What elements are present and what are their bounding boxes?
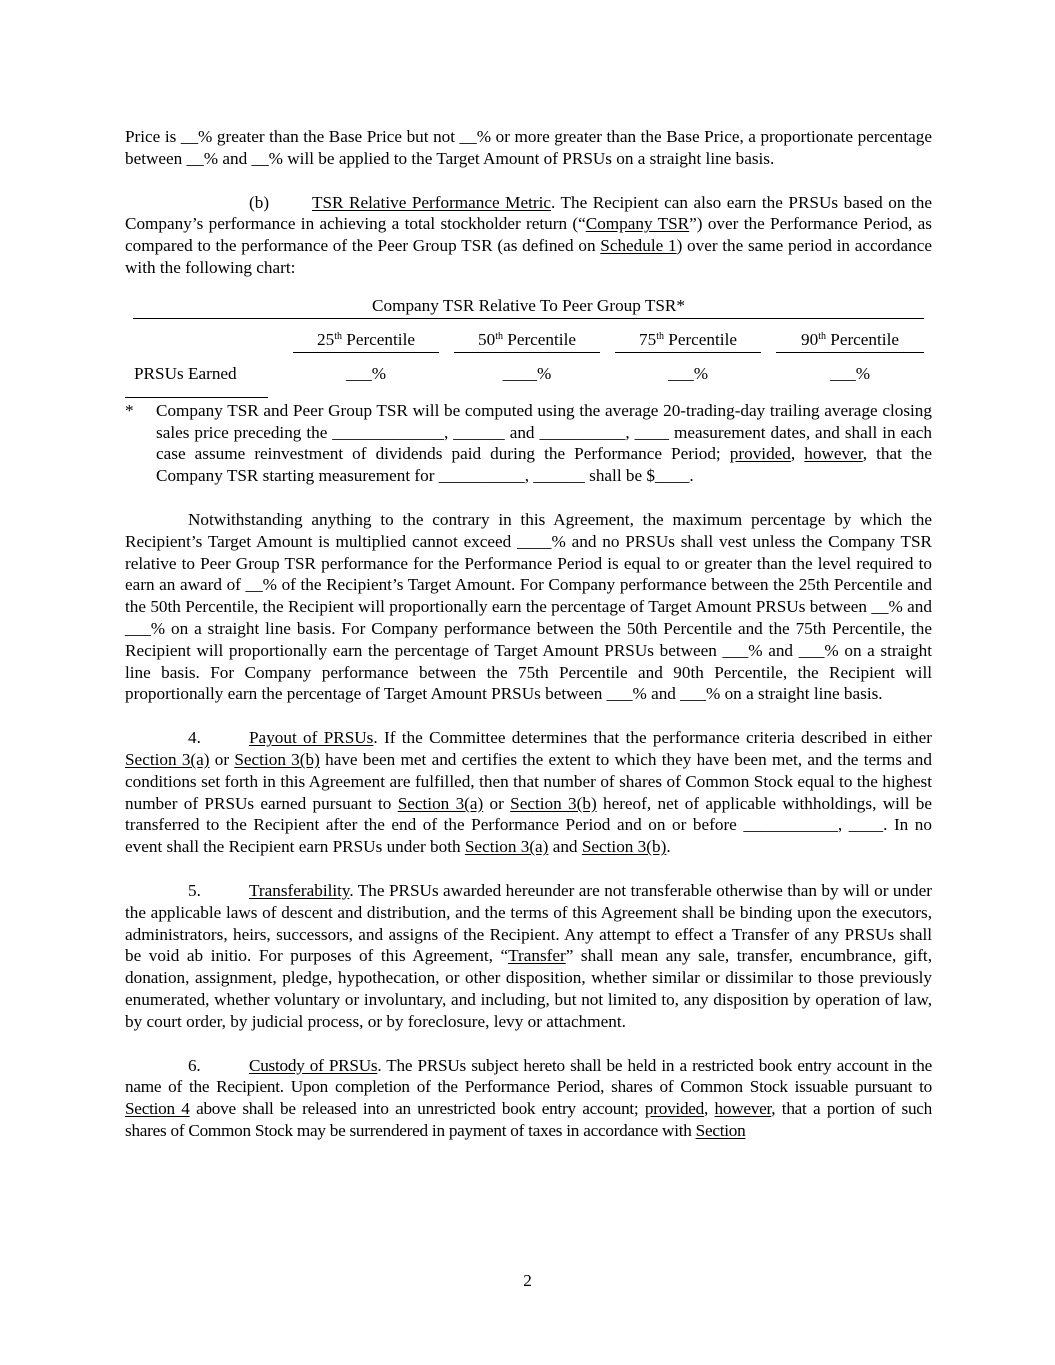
table-title: Company TSR Relative To Peer Group TSR* <box>133 295 924 319</box>
section-5-number: 5. <box>188 880 201 900</box>
schedule-1-link[interactable]: Schedule 1 <box>600 236 677 256</box>
section-5-title: Transferability <box>249 880 350 900</box>
section-3b-title: TSR Relative Performance Metric <box>312 192 551 212</box>
row-label-prsus-earned: PRSUs Earned <box>134 363 237 383</box>
value-90th: ___% <box>829 363 871 383</box>
section-4-title: Payout of PRSUs <box>249 728 374 748</box>
intro-paragraph: Price is __% greater than the Base Price but not __% or more greater than the Base Price, a proportionate percentage between __% and __% will be applied to the Target Amount of PRSUs on a straight line basis. <box>125 127 932 168</box>
column-header-25th: 25th Percentile <box>293 329 439 353</box>
column-header-90th: 90th Percentile <box>776 329 924 353</box>
section-4-number: 4. <box>188 728 201 748</box>
ref-section-3b[interactable]: Section 3(b) <box>581 837 667 857</box>
document-page <box>125 126 932 1142</box>
ref-section-3b[interactable]: Section 3(b) <box>234 749 320 769</box>
section-6-title: Custody of PRSUs <box>249 1055 378 1075</box>
ref-section-3a[interactable]: Section 3(a) <box>397 793 484 813</box>
ref-section-continued[interactable]: Section <box>695 1120 746 1140</box>
section-5-paragraph: 5. Transferability. The PRSUs awarded hereunder are not transferable otherwise than by will or under the applicable laws of descent and distribution, and the terms of this Agreement shall be binding upon the executors, administrators, heirs, successors, and assigns of the Recipient. Any attempt to effect a Transfer of any PRSUs shall be void ab initio. For purposes of this Agreement, “Transfer” shall mean any sale, transfer, encumbrance, gift, donation, assignment, pledge, hypothecation, or other disposition, whether similar or dissimilar to those previously enumerated, whether voluntary or involuntary, and including, but not limited to, any disposition by operation of law, by court order, by judicial process, or by foreclosure, levy or attachment. <box>125 880 932 1031</box>
ref-section-4[interactable]: Section 4 <box>125 1099 190 1119</box>
column-header-50th: 50th Percentile <box>454 329 600 353</box>
company-tsr-term: Company TSR <box>585 214 690 234</box>
footnote: * Company TSR and Peer Group TSR will be computed using the average 20-trading-day trailing average closing sales price preceding the _____________, ______ and __________, ____ measurement dates, and shall in each case assume reinvestment of dividends paid during the Performance Period; provided, however, that the Company TSR starting measurement for __________, ______ shall be $____. <box>125 400 933 486</box>
ref-section-3b[interactable]: Section 3(b) <box>510 793 597 813</box>
footnote-marker: * <box>125 400 134 420</box>
section-6-paragraph: 6. Custody of PRSUs. The PRSUs subject hereto shall be held in a restricted book entry account in the name of the Recipient. Upon completion of the Performance Period, shares of Common Stock issuable pursuant to Section 4 above shall be released into an unrestricted book entry account; provided, however, that a portion of such shares of Common Stock may be surrendered in payment of taxes in accordance with Section <box>125 1055 933 1140</box>
page-number: 2 <box>523 1271 532 1290</box>
section-3b-label: (b) <box>249 192 270 212</box>
footnote-divider <box>125 397 268 398</box>
column-header-75th: 75th Percentile <box>615 329 761 353</box>
tsr-performance-table <box>125 293 932 393</box>
section-3b-paragraph: (b) TSR Relative Performance Metric. The Recipient can also earn the PRSUs based on the Company’s performance in achieving a total stockholder return (“Company TSR”) over the Performance Period, as compared to the performance of the Peer Group TSR (as defined on Schedule 1) over the same period in accordance with the following chart: <box>125 192 932 277</box>
section-6-number: 6. <box>188 1055 201 1075</box>
value-75th: ___% <box>667 363 709 383</box>
ref-section-3a[interactable]: Section 3(a) <box>464 837 549 857</box>
section-4-paragraph: 4. Payout of PRSUs. If the Committee determines that the performance criteria described in either Section 3(a) or Section 3(b) have been met and certifies the extent to which they have been met, and the terms and conditions set forth in this Agreement are fulfilled, then that number of shares of Common Stock equal to the highest number of PRSUs earned pursuant to Section 3(a) or Section 3(b) hereof, net of applicable withholdings, will be transferred to the Recipient after the end of the Performance Period and on or before ___________, ____. In no event shall the Recipient earn PRSUs under both Section 3(a) and Section 3(b). <box>125 728 933 857</box>
value-25th: ___% <box>345 363 387 383</box>
notwithstanding-paragraph: Notwithstanding anything to the contrary in this Agreement, the maximum percentage by which the Recipient’s Target Amount is multiplied cannot exceed ____% and no PRSUs shall vest unless the Company TSR relative to Peer Group TSR performance for the Performance Period is equal to or greater than the level required to earn an award of __% of the Recipient’s Target Amount. For Company performance between the 25th Percentile and the 50th Percentile, the Recipient will proportionally earn the percentage of Target Amount PRSUs between __% and ___% on a straight line basis. For Company performance between the 50th Percentile and the 75th Percentile, the Recipient will proportionally earn the percentage of Target Amount PRSUs between ___% and ___% on a straight line basis. For Company performance between the 75th Percentile and 90th Percentile, the Recipient will proportionally earn the percentage of Target Amount PRSUs between ___% and ___% on a straight line basis. <box>125 509 932 704</box>
ref-section-3a[interactable]: Section 3(a) <box>125 749 210 769</box>
value-50th: ____% <box>502 363 552 383</box>
transfer-term: Transfer <box>508 946 566 966</box>
